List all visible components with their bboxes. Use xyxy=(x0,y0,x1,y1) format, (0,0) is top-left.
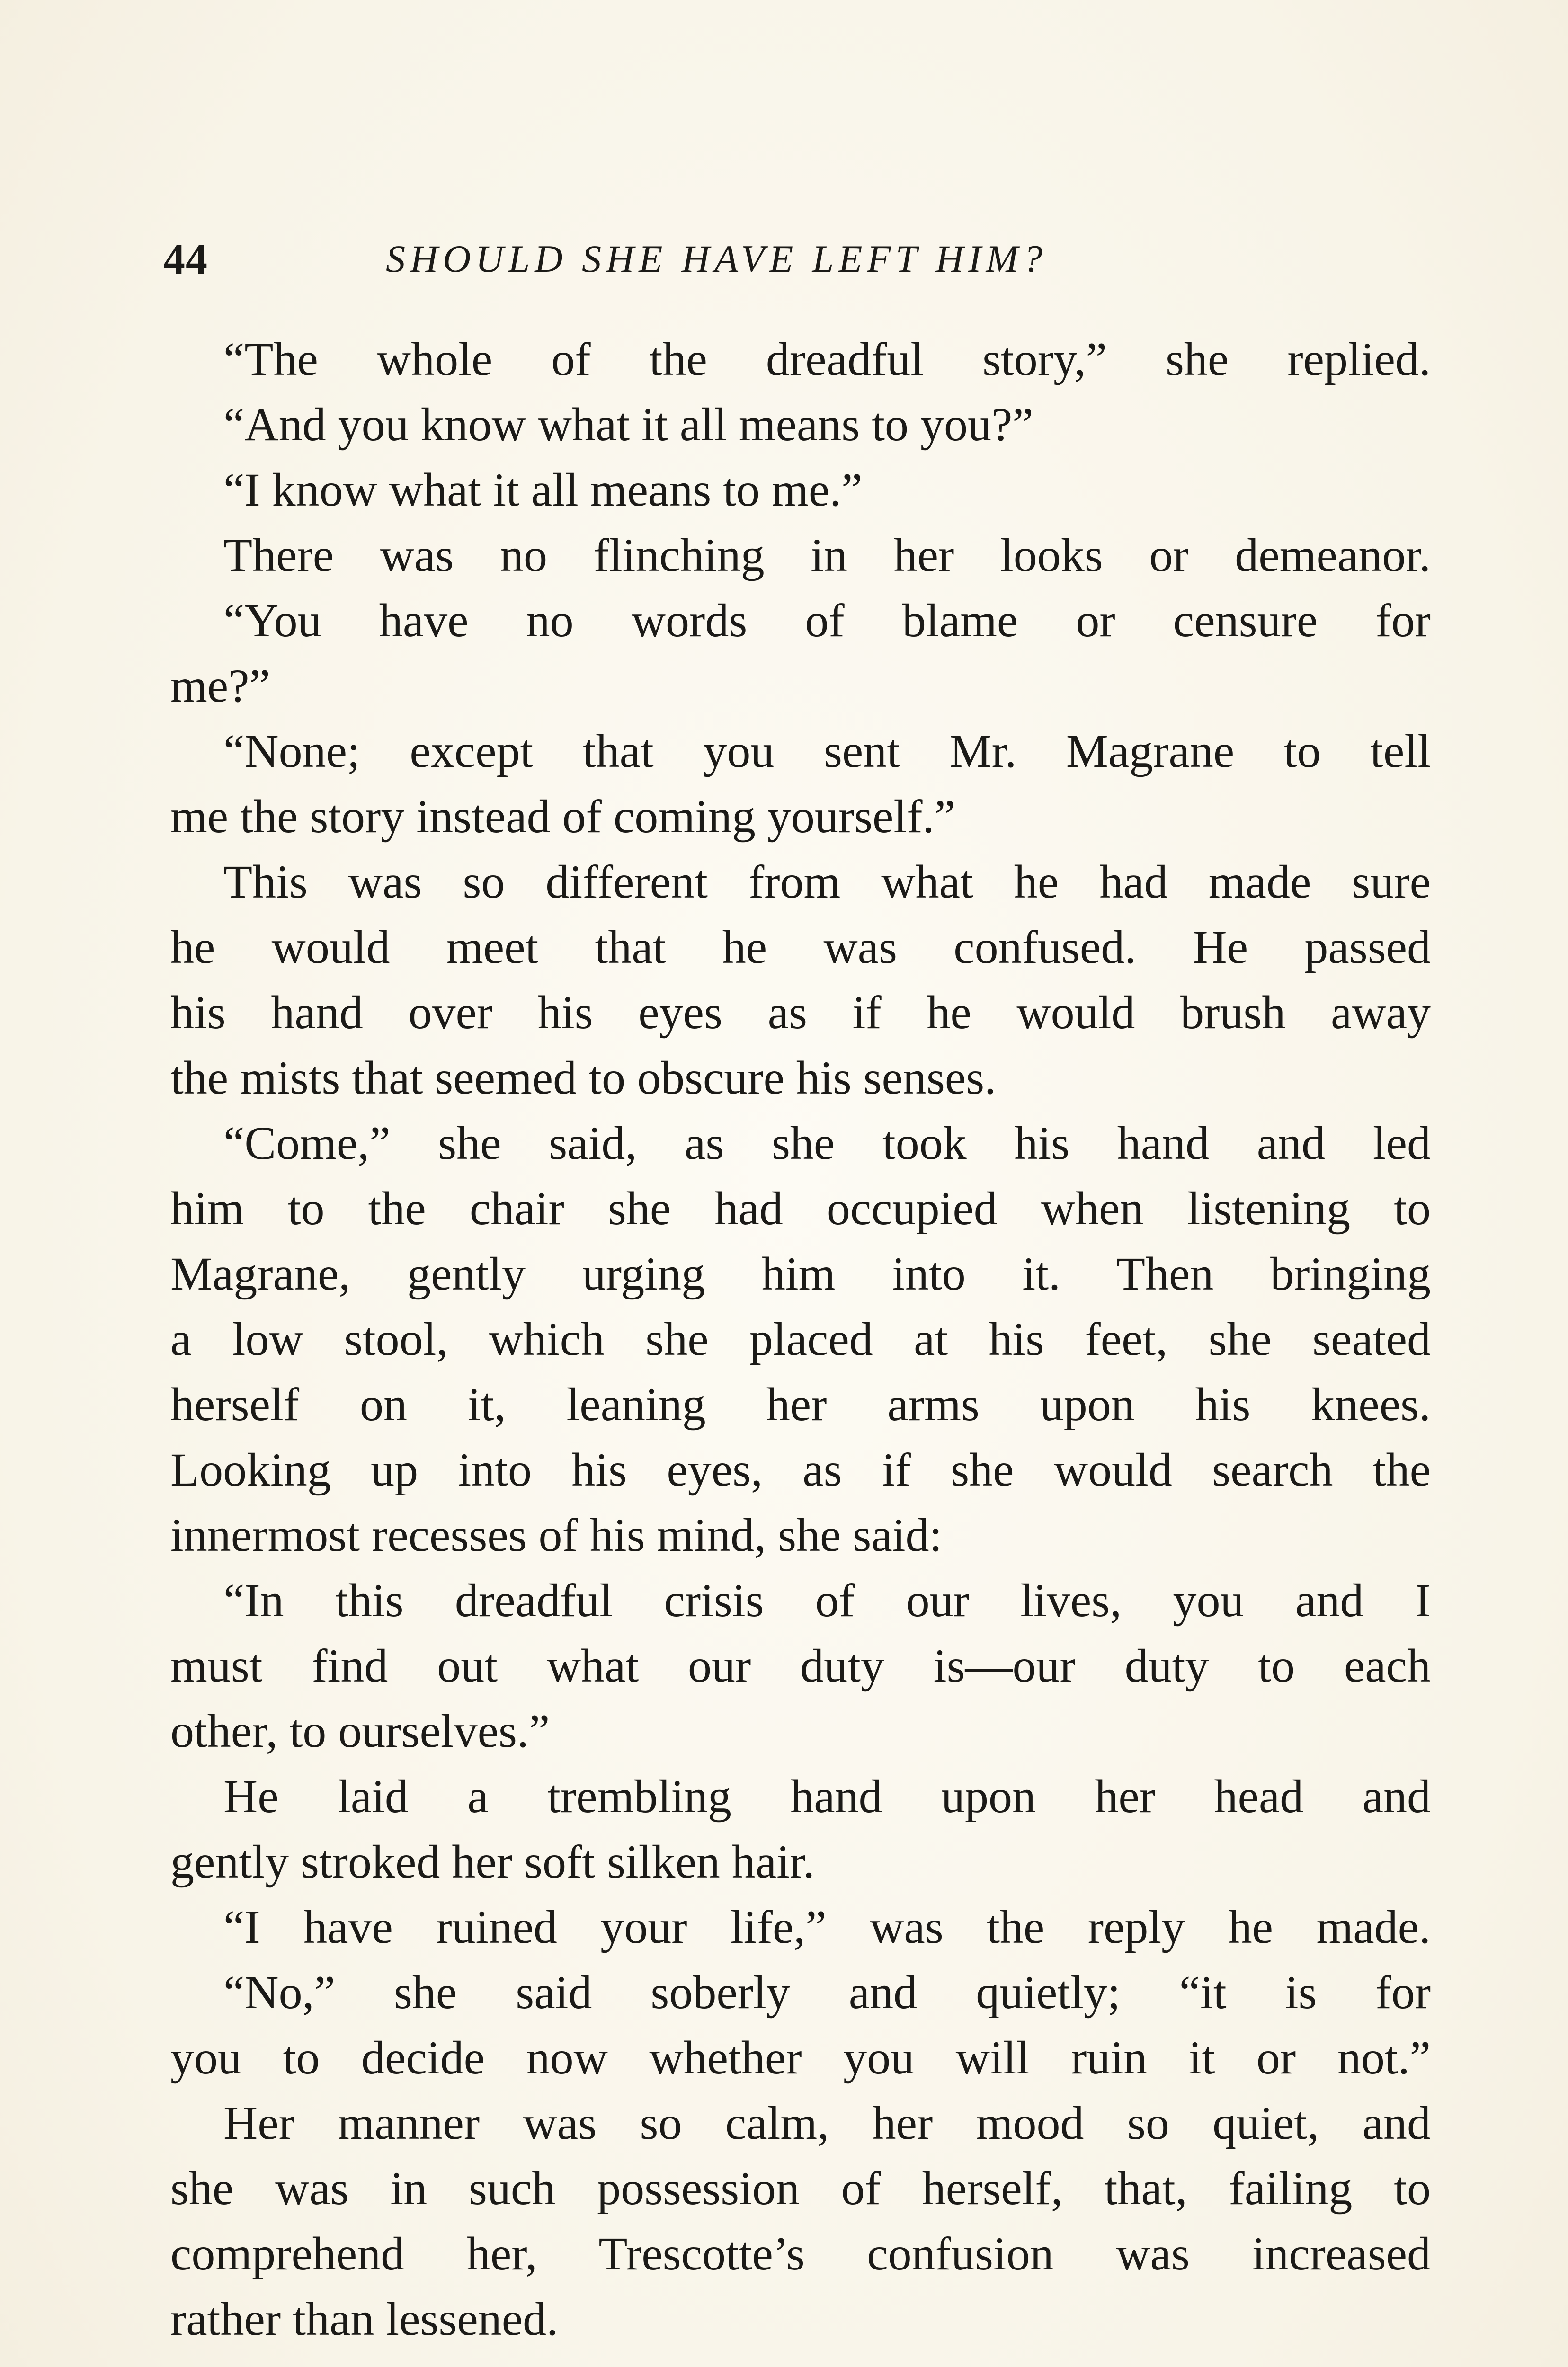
text-line: the mists that seemed to obscure his senses. xyxy=(170,1051,997,1104)
text-line: gently stroked her soft silken hair. xyxy=(170,1835,815,1888)
text-line: me the story instead of coming yourself.” xyxy=(170,790,955,843)
text-line: innermost recesses of his mind, she said: xyxy=(170,1509,943,1561)
text-line: Looking up into his eyes, as if she would search the xyxy=(170,1443,1431,1496)
text-line: herself on it, leaning her arms upon his knees. xyxy=(170,1378,1431,1431)
text-line: comprehend her, Trescotte’s confusion was increased xyxy=(170,2227,1431,2280)
text-line: other, to ourselves.” xyxy=(170,1705,550,1757)
text-line: a low stool, which she placed at his feet, she seated xyxy=(170,1313,1431,1365)
text-line: rather than lessened. xyxy=(170,2293,559,2345)
text-line: Her manner was so calm, her mood so quiet, and xyxy=(223,2097,1431,2149)
body-text xyxy=(170,327,1431,2352)
text-line: “And you know what it all means to you?” xyxy=(223,398,1033,451)
text-line: Magrane, gently urging him into it. Then bringing xyxy=(170,1247,1431,1300)
text-line: he would meet that he was confused. He passed xyxy=(170,921,1431,973)
text-line: his hand over his eyes as if he would brush away xyxy=(170,986,1431,1039)
page-number: 44 xyxy=(163,235,208,283)
running-head xyxy=(163,228,1437,290)
text-line: “I know what it all means to me.” xyxy=(223,463,863,516)
text-line: “None; except that you sent Mr. Magrane to tell xyxy=(223,725,1431,777)
text-line: you to decide now whether you will ruin it or not.” xyxy=(170,2031,1431,2084)
text-line: “I have ruined your life,” was the reply he made. xyxy=(223,1901,1431,1953)
text-line: He laid a trembling hand upon her head and xyxy=(223,1770,1431,1823)
text-line: “No,” she said soberly and quietly; “it is for xyxy=(223,1966,1431,2019)
text-line: “In this dreadful crisis of our lives, you and I xyxy=(223,1574,1431,1627)
text-line: “You have no words of blame or censure for xyxy=(223,594,1431,647)
text-line: me?” xyxy=(170,659,270,712)
text-line: This was so different from what he had made sure xyxy=(223,855,1431,908)
running-title: SHOULD SHE HAVE LEFT HIM? xyxy=(386,237,1047,280)
text-line: must find out what our duty is—our duty to each xyxy=(170,1639,1431,1692)
text-line: There was no flinching in her looks or demeanor. xyxy=(223,529,1431,581)
text-line: “The whole of the dreadful story,” she replied. xyxy=(223,333,1431,385)
text-line: she was in such possession of herself, that, failing to xyxy=(170,2162,1431,2215)
text-line: him to the chair she had occupied when listening to xyxy=(170,1182,1431,1235)
text-line: “Come,” she said, as she took his hand and led xyxy=(223,1117,1431,1169)
